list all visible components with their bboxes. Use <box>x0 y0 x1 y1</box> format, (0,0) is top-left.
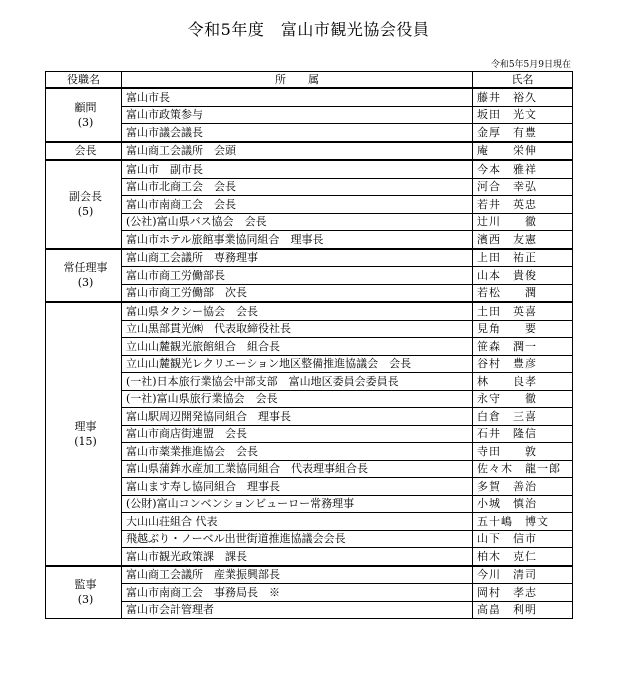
table-row <box>46 408 573 426</box>
affiliation-cell: 富山駅周辺開発協同組合 理事長 <box>122 408 473 426</box>
affiliation-cell: 立山山麓観光旅館組合 組合長 <box>122 338 473 356</box>
table-row <box>46 213 573 231</box>
table-row <box>46 478 573 496</box>
name-cell: 上田 祐正 <box>473 249 573 267</box>
header-affiliation: 所 属 <box>122 72 473 89</box>
table-row <box>46 178 573 196</box>
name-cell: 岡村 孝志 <box>473 584 573 602</box>
table-row <box>46 355 573 373</box>
role-cell <box>46 88 122 142</box>
role-count: (3) <box>77 276 94 290</box>
name-cell: 山本 貴俊 <box>473 267 573 285</box>
name-cell: 坂田 光文 <box>473 106 573 124</box>
role-cell <box>46 160 122 249</box>
as-of-date: 令和5年5月9日現在 <box>490 60 571 70</box>
table-row <box>46 566 573 584</box>
table-row <box>46 302 573 320</box>
table-row <box>46 320 573 338</box>
table-row <box>46 425 573 443</box>
affiliation-cell: 富山市南商工会 事務局長 ※ <box>122 584 473 602</box>
role-name: 会長 <box>74 144 97 158</box>
name-cell: 白倉 三喜 <box>473 408 573 426</box>
officers-table <box>45 71 573 619</box>
name-cell: 山下 信市 <box>473 530 573 548</box>
table-row <box>46 443 573 461</box>
table-row <box>46 231 573 249</box>
affiliation-cell: 富山県蒲鉾水産加工業協同組合 代表理事組合長 <box>122 460 473 478</box>
name-cell: 谷村 豊彦 <box>473 355 573 373</box>
name-cell: 若松 潤 <box>473 284 573 302</box>
affiliation-cell: (公社)富山県バス協会 会長 <box>122 213 473 231</box>
affiliation-cell: 富山市 副市長 <box>122 160 473 178</box>
role-cell <box>46 249 122 303</box>
affiliation-cell: 富山市観光政策課 課長 <box>122 548 473 566</box>
affiliation-cell: 富山ます寿し協同組合 理事長 <box>122 478 473 496</box>
role-count: (15) <box>74 434 97 448</box>
name-cell: 庵 栄伸 <box>473 142 573 161</box>
header-name: 氏名 <box>473 72 573 89</box>
affiliation-cell: (一社)富山県旅行業協会 会長 <box>122 390 473 408</box>
affiliation-cell: 富山市南商工会 会長 <box>122 196 473 214</box>
role-name: 常任理事 <box>63 261 108 275</box>
affiliation-cell: 富山市北商工会 会長 <box>122 178 473 196</box>
table-row <box>46 249 573 267</box>
name-cell: 藤井 裕久 <box>473 88 573 106</box>
affiliation-cell: 富山市商店街連盟 会長 <box>122 425 473 443</box>
table-row <box>46 284 573 302</box>
affiliation-cell: 富山県タクシー協会 会長 <box>122 302 473 320</box>
name-cell: 笹森 潤一 <box>473 338 573 356</box>
role-cell <box>46 142 122 161</box>
name-cell: 佐々木 龍一郎 <box>473 460 573 478</box>
affiliation-cell: (公財)富山コンベンションビューロー常務理事 <box>122 495 473 513</box>
name-cell: 土田 英喜 <box>473 302 573 320</box>
table-row <box>46 142 573 161</box>
name-cell: 今川 清司 <box>473 566 573 584</box>
role-name: 理事 <box>74 419 97 433</box>
table-row <box>46 124 573 142</box>
table-row <box>46 106 573 124</box>
name-cell: 金厚 有豊 <box>473 124 573 142</box>
table-row <box>46 530 573 548</box>
table-header-row <box>46 72 573 89</box>
name-cell: 今本 雅祥 <box>473 160 573 178</box>
table-row <box>46 460 573 478</box>
affiliation-cell: 富山市ホテル旅館事業協同組合 理事長 <box>122 231 473 249</box>
affiliation-cell: (一社)日本旅行業協会中部支部 富山地区委員会委員長 <box>122 373 473 391</box>
role-count: (3) <box>77 593 94 607</box>
affiliation-cell: 富山市会計管理者 <box>122 601 473 619</box>
affiliation-cell: 富山市議会議長 <box>122 124 473 142</box>
role-count: (5) <box>77 205 94 219</box>
header-role: 役職名 <box>46 72 122 89</box>
name-cell: 高畠 利明 <box>473 601 573 619</box>
affiliation-cell: 富山市長 <box>122 88 473 106</box>
table-row <box>46 495 573 513</box>
name-cell: 見角 要 <box>473 320 573 338</box>
role-cell <box>46 566 122 619</box>
officers-table-body <box>46 88 573 619</box>
affiliation-cell: 富山市商工労働部長 <box>122 267 473 285</box>
name-cell: 寺田 敦 <box>473 443 573 461</box>
name-cell: 永守 徹 <box>473 390 573 408</box>
page-title: 令和5年度 富山市観光協会役員 <box>187 20 430 39</box>
table-row <box>46 160 573 178</box>
name-cell: 多賀 善治 <box>473 478 573 496</box>
table-row <box>46 338 573 356</box>
table-row <box>46 548 573 566</box>
name-cell: 濱西 友憲 <box>473 231 573 249</box>
table-row <box>46 513 573 531</box>
affiliation-cell: 富山市薬業推進協会 会長 <box>122 443 473 461</box>
table-row <box>46 601 573 619</box>
affiliation-cell: 飛越ぶり・ノーベル出世街道推進協議会会長 <box>122 530 473 548</box>
name-cell: 辻川 徹 <box>473 213 573 231</box>
name-cell: 五十嶋 博文 <box>473 513 573 531</box>
affiliation-cell: 立山黒部貫光㈱ 代表取締役社長 <box>122 320 473 338</box>
name-cell: 小城 慎治 <box>473 495 573 513</box>
table-row <box>46 584 573 602</box>
name-cell: 若井 英忠 <box>473 196 573 214</box>
role-name: 監事 <box>74 578 97 592</box>
affiliation-cell: 富山商工会議所 産業振興部長 <box>122 566 473 584</box>
role-cell <box>46 302 122 566</box>
role-name: 副会長 <box>69 190 102 204</box>
name-cell: 林 良孝 <box>473 373 573 391</box>
affiliation-cell: 富山市政策参与 <box>122 106 473 124</box>
table-row <box>46 88 573 106</box>
name-cell: 石井 隆信 <box>473 425 573 443</box>
affiliation-cell: 富山商工会議所 会頭 <box>122 142 473 161</box>
role-count: (3) <box>77 115 94 129</box>
table-row <box>46 373 573 391</box>
table-row <box>46 267 573 285</box>
name-cell: 河合 幸弘 <box>473 178 573 196</box>
affiliation-cell: 立山山麓観光レクリエーション地区整備推進協議会 会長 <box>122 355 473 373</box>
affiliation-cell: 富山市商工労働部 次長 <box>122 284 473 302</box>
table-row <box>46 196 573 214</box>
name-cell: 柏木 克仁 <box>473 548 573 566</box>
affiliation-cell: 富山商工会議所 専務理事 <box>122 249 473 267</box>
table-row <box>46 390 573 408</box>
affiliation-cell: 大山山荘組合 代表 <box>122 513 473 531</box>
role-name: 顧問 <box>74 100 97 114</box>
